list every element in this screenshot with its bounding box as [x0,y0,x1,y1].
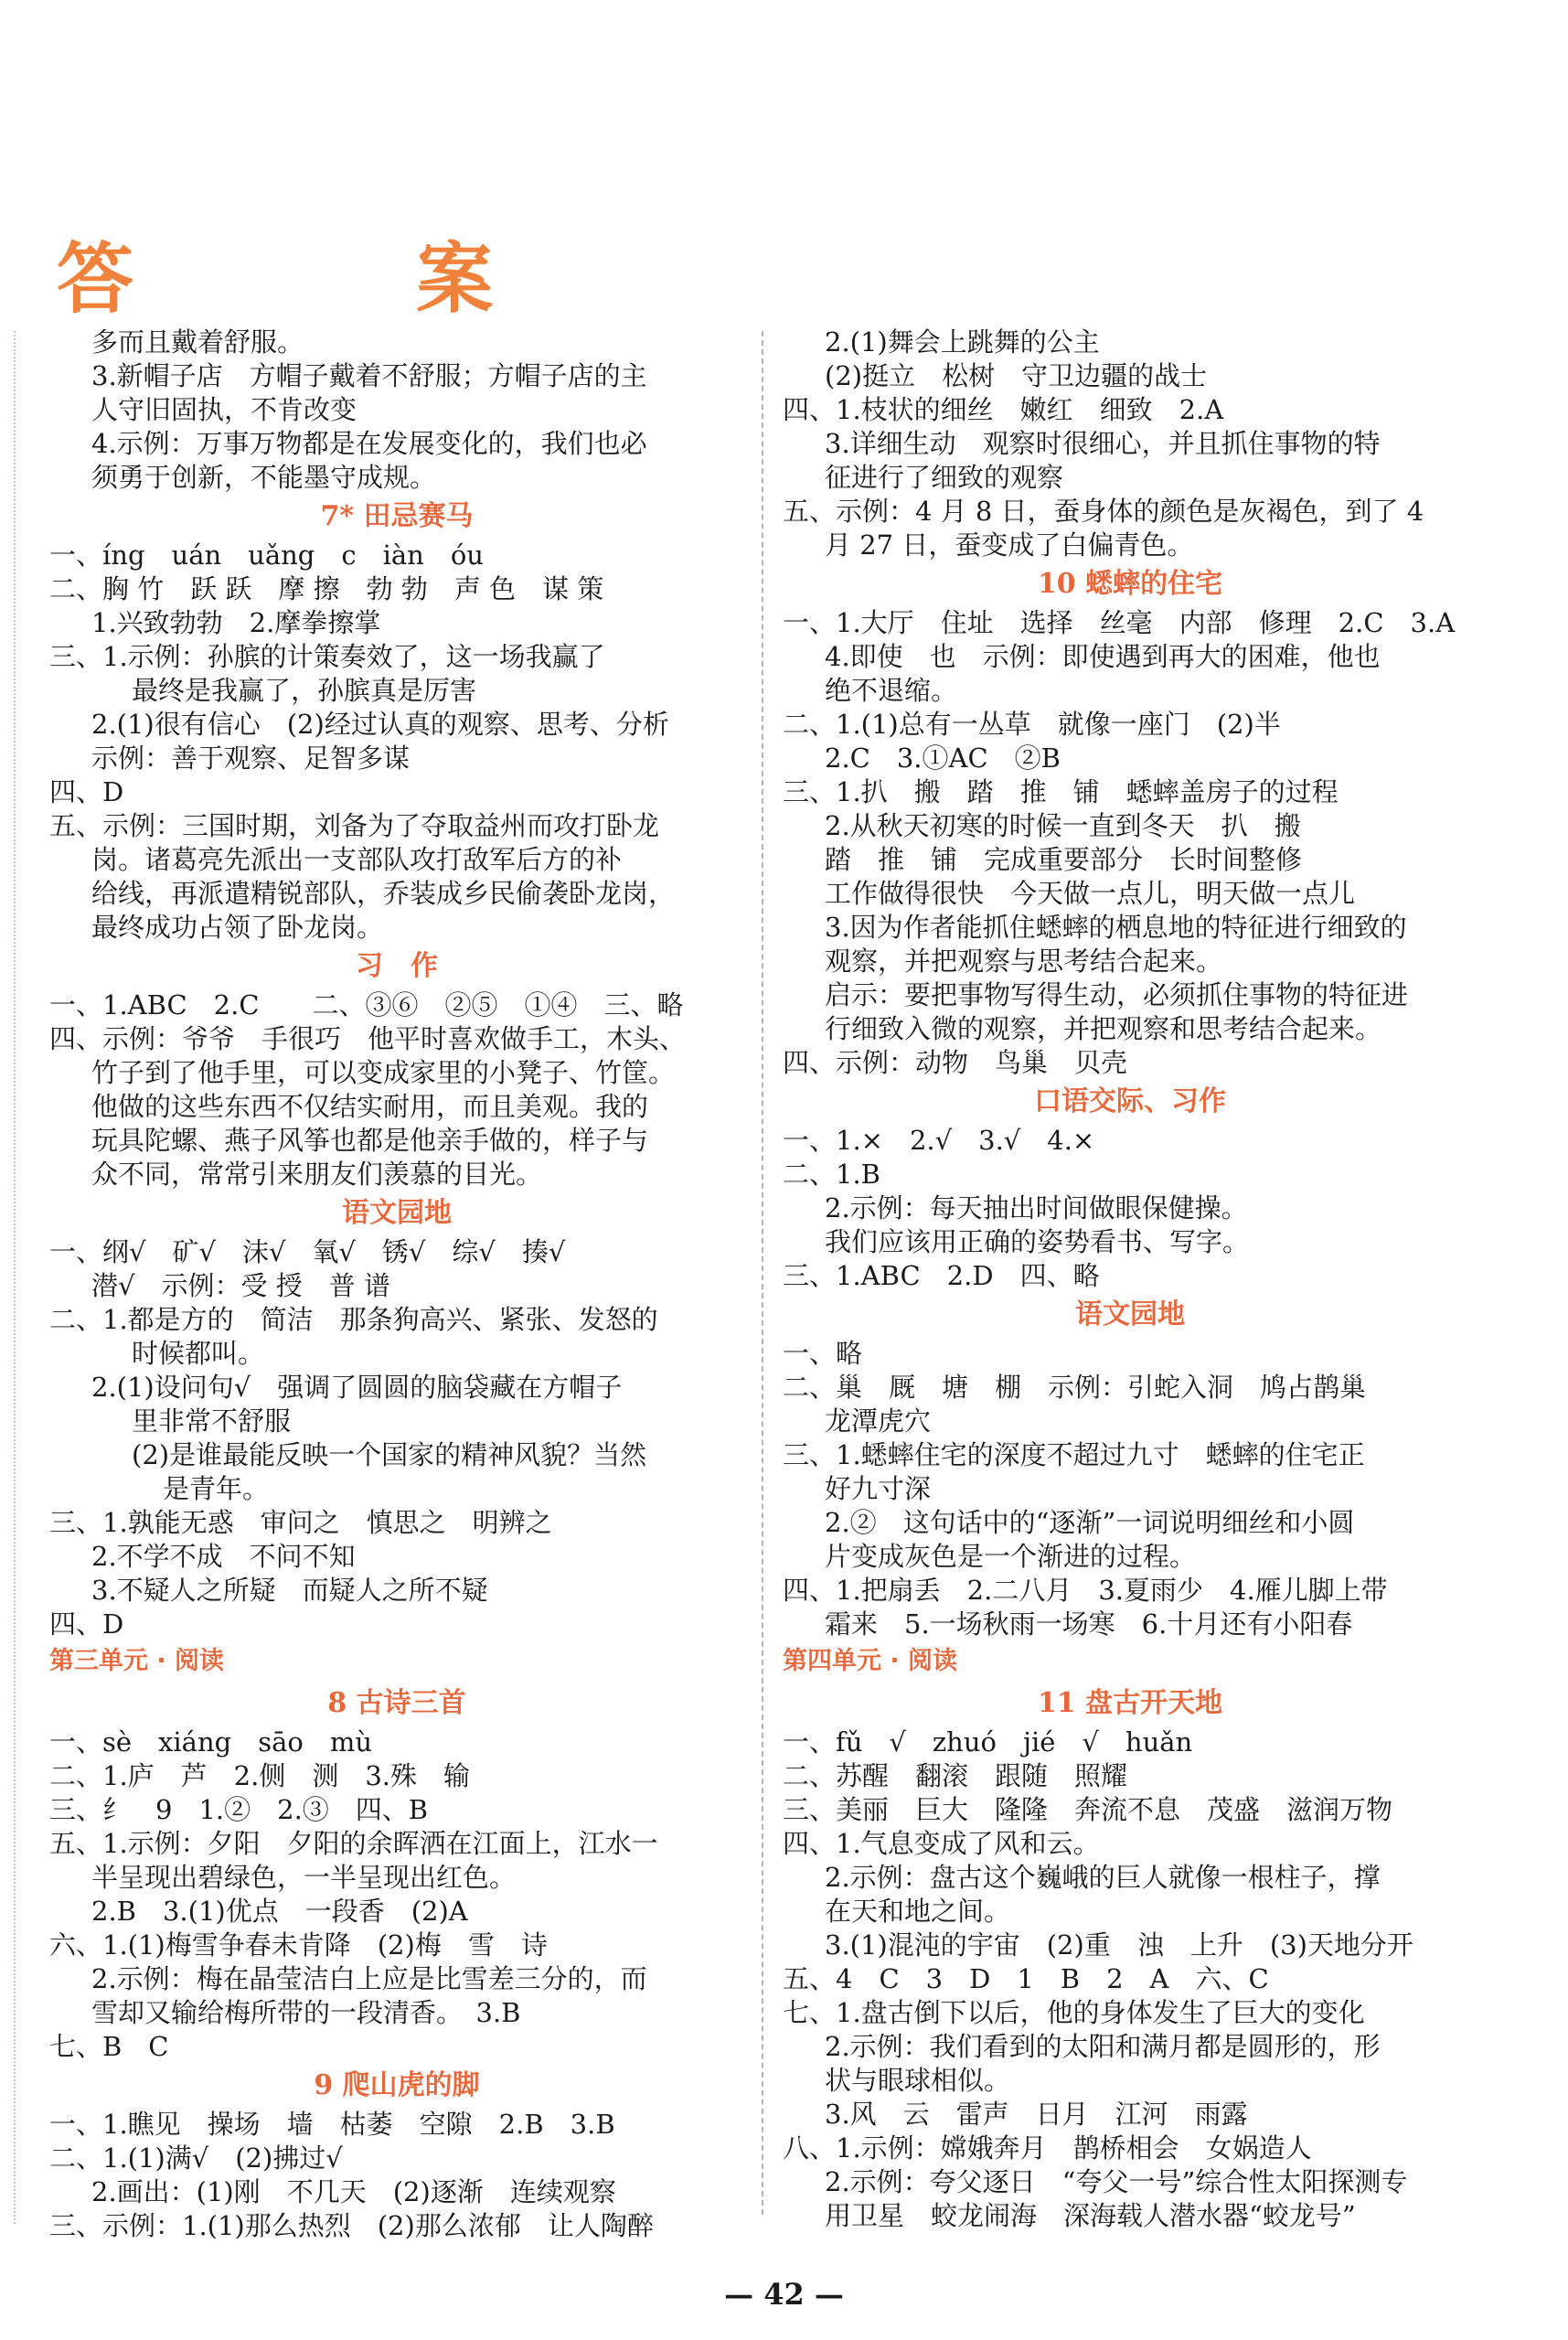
answer-line: 龙潭虎穴 [825,1405,932,1437]
answer-line: 三、1.蟋蟀住宅的深度不超过九寸 蟋蟀的住宅正 [783,1439,1365,1470]
answer-line: 征进行了细致的观察 [825,462,1064,493]
answer-line: 4.示例：万事万物都是在发展变化的，我们也必 [91,428,647,459]
answer-line: 四、1.把扇丢 2.二八月 3.夏雨少 4.雁儿脚上带 [783,1575,1388,1606]
answer-line: 是青年。 [163,1473,270,1504]
answer-line: 绝不退缩。 [825,675,958,706]
answer-line: 启示：要把事物写得生动，必须抓住事物的特征进 [825,979,1409,1010]
answer-line: 4.即使 也 示例：即使遇到再大的困难，他也 [825,641,1381,672]
answer-line: 玩具陀螺、燕子风筝也都是他亲手做的，样子与 [91,1125,649,1156]
section-heading: 语文园地 [1075,1298,1185,1330]
answer-line: 3.不疑人之所疑 而疑人之所不疑 [91,1575,488,1606]
answer-line: 一、fǔ √ zhuó jié √ huǎn [783,1726,1193,1758]
answer-line: 五、1.示例：夕阳 夕阳的余晖洒在江面上，江水一 [49,1828,658,1859]
answer-line: 一、sè xiáng sāo mù [49,1726,373,1758]
column-divider [762,331,763,2215]
section-heading: 习 作 [356,950,438,982]
answer-line: 2.(1)很有信心 (2)经过认真的观察、思考、分析 [91,709,669,740]
section-heading: 11 盘古开天地 [1037,1687,1223,1719]
answer-line: 一、纲√ 矿√ 沫√ 氧√ 锈√ 综√ 揍√ [49,1236,566,1267]
answer-line: 三、1.示例：孙膑的计策奏效了，这一场我赢了 [49,641,605,672]
answer-line: 二、胸 竹 跃 跃 摩 擦 勃 勃 声 色 谋 策 [49,573,604,604]
answer-line: 须勇于创新，不能墨守成规。 [91,462,437,493]
answer-column-right [783,326,1477,2233]
answer-line: 用卫星 蛟龙闹海 深海载人潜水器“蛟龙号” [825,2200,1356,2231]
answer-line: 观察，并把观察与思考结合起来。 [825,946,1223,977]
answer-line: 潜√ 示例：受 授 普 谱 [91,1270,390,1301]
answer-line: 七、1.盘古倒下以后，他的身体发生了巨大的变化 [783,1997,1365,2028]
answer-line: (2)是谁最能反映一个国家的精神风貌？当然 [132,1439,647,1470]
answer-line: 二、1.B [783,1159,880,1190]
answer-line: 五、示例：4 月 8 日，蚕身体的颜色是灰褐色，到了 4 [783,496,1424,527]
answer-line: 四、1.枝状的细丝 嫩红 细致 2.A [783,394,1224,425]
answer-line: 一、1.瞧见 操场 墙 枯萎 空隙 2.B 3.B [49,2109,615,2140]
answer-line: 3.风 云 雷声 日月 江河 雨露 [825,2099,1248,2130]
answer-line: 里非常不舒服 [132,1405,292,1437]
answer-line: 他做的这些东西不仅结实耐用，而且美观。我的 [91,1091,649,1122]
answer-line: 三、示例：1.(1)那么热烈 (2)那么浓郁 让人陶醉 [49,2210,654,2241]
answer-line: 月 27 日，蚕变成了白偏青色。 [825,529,1194,561]
answer-line: 2.从秋天初寒的时候一直到冬天 扒 搬 [825,810,1301,841]
answer-line: 三、1.扒 搬 踏 推 铺 蟋蟀盖房子的过程 [783,776,1339,807]
answer-line: 五、4 C 3 D 1 B 2 A 六、C [783,1963,1269,1994]
answer-line: 2.示例：我们看到的太阳和满月都是圆形的，形 [825,2031,1381,2062]
answer-line: 众不同，常常引来朋友们羡慕的目光。 [91,1159,543,1190]
section-heading: 7* 田忌赛马 [320,500,474,532]
answer-line: 四、示例：爷爷 手很巧 他平时喜欢做手工，木头、 [49,1023,687,1054]
answer-line: 行细致入微的观察，并把观察和思考结合起来。 [825,1013,1382,1044]
answer-line: 3.(1)混沌的宇宙 (2)重 浊 上升 (3)天地分开 [825,1929,1413,1961]
answer-line: 一、1.× 2.√ 3.√ 4.× [783,1125,1095,1156]
page-title: 答 案 [57,234,622,324]
section-heading: 语文园地 [342,1197,452,1229]
answer-line: 工作做得很快 今天做一点儿，明天做一点儿 [825,878,1356,909]
answer-line: 二、巢 厩 塘 棚 示例：引蛇入洞 鸠占鹊巢 [783,1372,1367,1403]
answer-line: 给线，再派遣精锐部队，乔装成乡民偷袭卧龙岗， [91,878,676,909]
answer-line: 状与眼球相似。 [825,2065,1011,2096]
answer-line: 1.兴致勃勃 2.摩拳擦掌 [91,607,381,638]
answer-line: 竹子到了他手里，可以变成家里的小凳子、竹筐。 [91,1057,676,1088]
answer-line: 2.画出：(1)刚 不几天 (2)逐渐 连续观察 [91,2176,616,2207]
section-heading: 口语交际、习作 [1034,1085,1226,1117]
answer-line: 最终是我赢了，孙膑真是厉害 [132,675,477,706]
answer-line: 一、íng uán uǎng c iàn óu [49,540,484,571]
answer-line: 三、美丽 巨大 隆隆 奔流不息 茂盛 滋润万物 [783,1794,1393,1825]
answer-line: 岗。诸葛亮先派出一支部队攻打敌军后方的补 [91,844,623,875]
answer-line: 2.C 3.①AC ②B [825,743,1061,774]
answer-line: 四、D [49,776,124,807]
answer-line: 雪却又输给梅所带的一段清香。 3.B [91,1997,521,2028]
answer-line: 踏 推 铺 完成重要部分 长时间整修 [825,844,1303,875]
answer-line: 二、1.(1)总有一丛草 就像一座门 (2)半 [783,709,1281,740]
answer-line: 我们应该用正确的姿势看书、写字。 [825,1226,1250,1257]
answer-line: 3.新帽子店 方帽子戴着不舒服；方帽子店的主 [91,360,647,391]
answer-line: 三、1.孰能无惑 审问之 慎思之 明辨之 [49,1507,552,1538]
section-heading: 8 古诗三首 [327,1687,466,1719]
answer-line: 3.详细生动 观察时很细心，并且抓住事物的特 [825,428,1381,459]
answer-line: 2.不学不成 不问不知 [91,1541,356,1572]
answer-line: 2.(1)舞会上跳舞的公主 [825,326,1100,358]
answer-line: 二、1.都是方的 简洁 那条狗高兴、紧张、发怒的 [49,1304,658,1335]
answer-line: 霜来 5.一场秋雨一场寒 6.十月还有小阳春 [825,1608,1353,1640]
section-heading: 10 蟋蟀的住宅 [1037,568,1223,600]
answer-line: 最终成功占领了卧龙岗。 [91,912,384,943]
answer-line: 人守旧固执，不肯改变 [91,394,357,425]
answer-line: 四、示例：动物 鸟巢 贝壳 [783,1047,1128,1078]
answer-line: 片变成灰色是一个渐进的过程。 [825,1541,1197,1572]
answer-line: 时候都叫。 [132,1338,265,1369]
unit-heading: 第四单元 · 阅读 [783,1647,958,1675]
answer-column-left [49,326,744,2243]
unit-heading: 第三单元 · 阅读 [49,1647,225,1675]
answer-line: 2.示例：盘古这个巍峨的巨人就像一根柱子，撑 [825,1862,1381,1893]
answer-line: (2)挺立 松树 守卫边疆的战士 [825,360,1208,391]
answer-line: 四、D [49,1608,124,1640]
answer-line: 在天和地之间。 [825,1896,1011,1927]
answer-line: 三、1.ABC 2.D 四、略 [783,1260,1100,1291]
answer-line: 一、1.ABC 2.C 二、③⑥ ②⑤ ①④ 三、略 [49,989,684,1020]
answer-line: 好九寸深 [825,1473,932,1504]
answer-line: 二、1.庐 芦 2.侧 测 3.殊 输 [49,1760,471,1791]
answer-line: 三、纟 9 1.② 2.③ 四、B [49,1794,429,1825]
answer-line: 一、略 [783,1338,863,1369]
answer-line: 2.示例：每天抽出时间做眼保健操。 [825,1192,1248,1223]
answer-line: 八、1.示例：嫦娥奔月 鹊桥相会 女娲造人 [783,2132,1312,2164]
answer-line: 2.示例：夸父逐日 “夸父一号”综合性太阳探测专 [825,2166,1408,2197]
answer-line: 一、1.大厅 住址 选择 丝毫 内部 修理 2.C 3.A [783,607,1456,638]
answer-line: 2.② 这句话中的“逐渐”一词说明细丝和小圆 [825,1507,1355,1538]
answer-line: 半呈现出碧绿色，一半呈现出红色。 [91,1862,517,1893]
answer-line: 2.(1)设问句√ 强调了圆圆的脑袋藏在方帽子 [91,1372,623,1403]
answer-line: 七、B C [49,2031,169,2062]
answer-line: 2.示例：梅在晶莹洁白上应是比雪差三分的，而 [91,1963,647,1994]
answer-line: 二、1.(1)满√ (2)拂过√ [49,2142,343,2174]
answer-line: 四、1.气息变成了风和云。 [783,1828,1100,1859]
section-heading: 9 爬山虎的脚 [314,2069,480,2101]
page-number: — 42 — [724,2277,844,2312]
binding-margin [14,331,16,2224]
answer-line: 2.B 3.(1)优点 一段香 (2)A [91,1896,468,1927]
answer-line: 3.因为作者能抓住蟋蟀的栖息地的特征进行细致的 [825,912,1407,943]
answer-line: 示例：善于观察、足智多谋 [91,743,411,774]
answer-line: 二、苏醒 翻滚 跟随 照耀 [783,1760,1128,1791]
answer-line: 多而且戴着舒服。 [91,326,304,358]
answer-line: 六、1.(1)梅雪争春未肯降 (2)梅 雪 诗 [49,1929,548,1961]
answer-line: 五、示例：三国时期，刘备为了夺取益州而攻打卧龙 [49,810,660,841]
